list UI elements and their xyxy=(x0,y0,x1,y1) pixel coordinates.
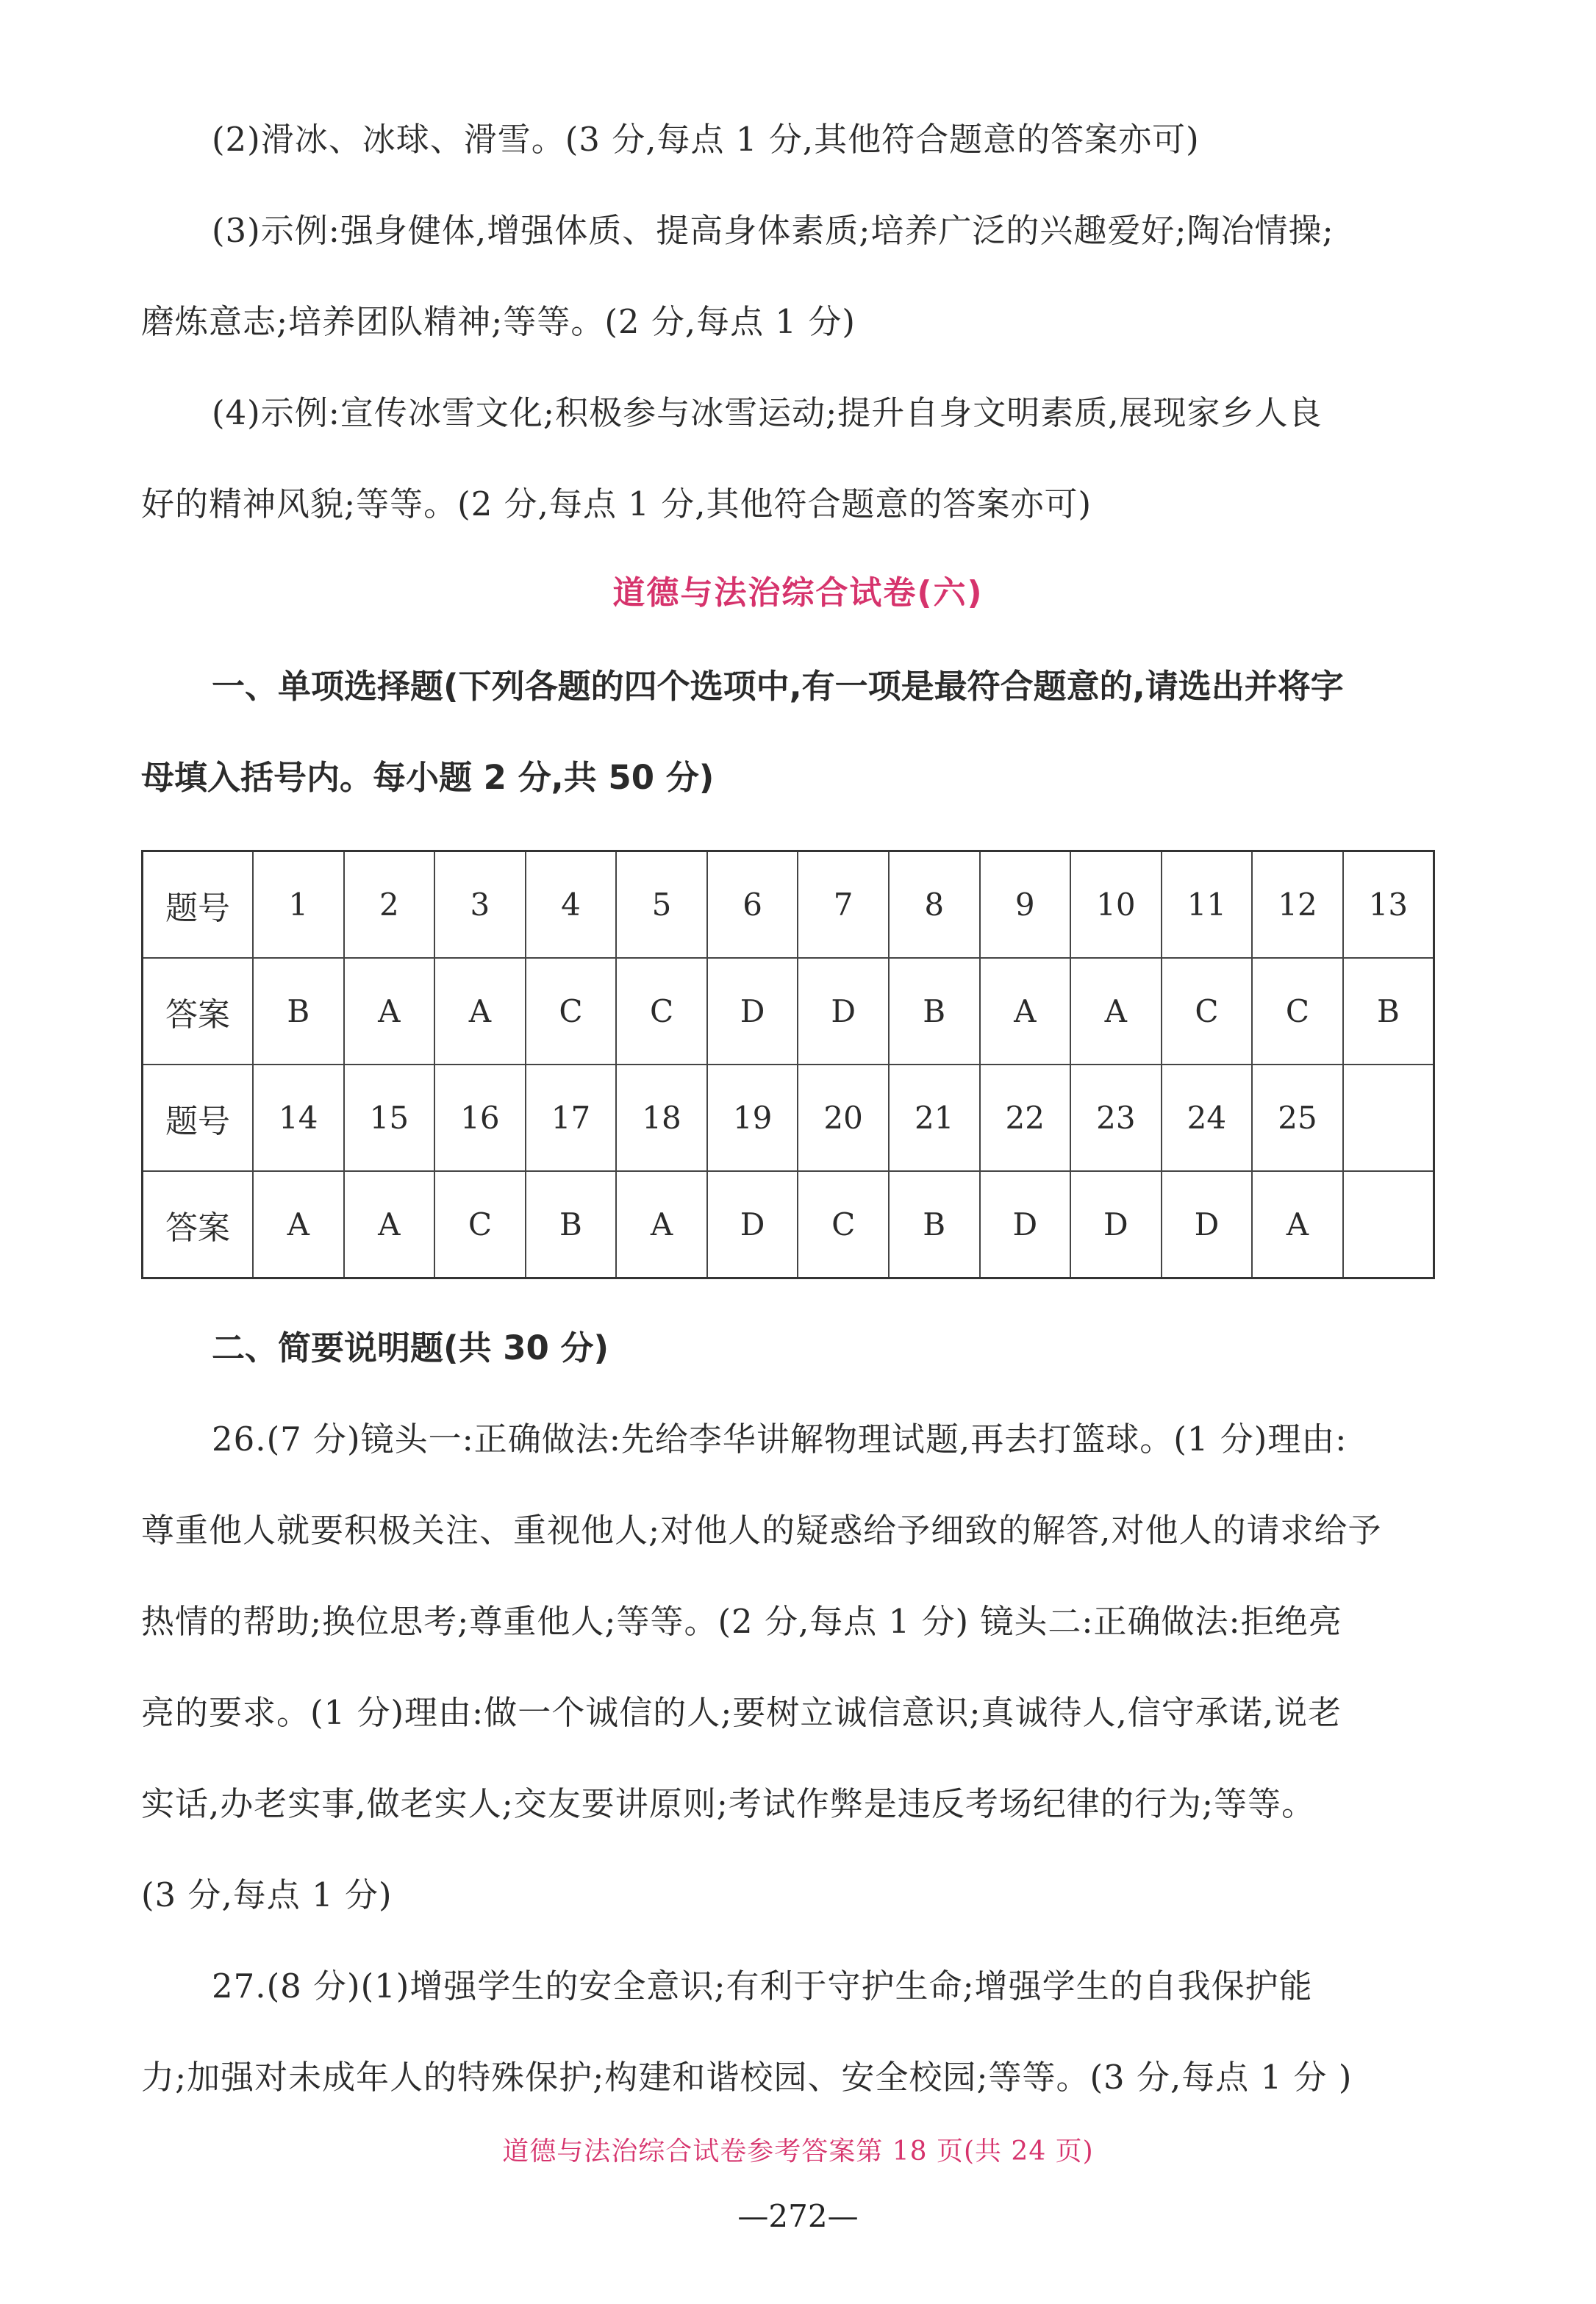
answer-cell: A xyxy=(253,1171,344,1278)
question-number-cell: 14 xyxy=(253,1065,344,1171)
row-label-number: 题号 xyxy=(143,1065,254,1171)
answer-cell: B xyxy=(889,958,980,1065)
q26-line: (3 分,每点 1 分) xyxy=(141,1875,393,1914)
answer-cell: A xyxy=(434,958,526,1065)
answer-cell: C xyxy=(1162,958,1253,1065)
question-number-cell: 20 xyxy=(798,1065,889,1171)
answer-q2 xyxy=(141,94,1435,185)
answer-cell: D xyxy=(707,958,798,1065)
q26-line: 实话,办老实事,做老实人;交友要讲原则;考试作弊是违反考场纪律的行为;等等。 xyxy=(141,1784,1316,1823)
question-number-cell: 22 xyxy=(980,1065,1071,1171)
answer-cell: A xyxy=(980,958,1071,1065)
q27-line-text: 27.(8 分)(1)增强学生的安全意识;有利于守护生命;增强学生的自我保护能 xyxy=(212,1967,1313,2006)
question-number-cell: 16 xyxy=(434,1065,526,1171)
answer-cell: D xyxy=(707,1171,798,1278)
question-number-cell: 6 xyxy=(707,851,798,959)
page-number: —272— xyxy=(737,2198,859,2234)
answer-cell: B xyxy=(253,958,344,1065)
answer-cell: C xyxy=(434,1171,526,1278)
answer-q4-text-1: (4)示例:宣传冰雪文化;积极参与冰雪运动;提升自身文明素质,展现家乡人良 xyxy=(212,393,1323,432)
question-number-cell: 10 xyxy=(1070,851,1162,959)
question-number-cell: 25 xyxy=(1252,1065,1343,1171)
question-number-cell: 8 xyxy=(889,851,980,959)
answer-cell: C xyxy=(1252,958,1343,1065)
page-footer: 道德与法治综合试卷参考答案第 18 页(共 24 页) xyxy=(502,2136,1094,2167)
question-number-cell: 9 xyxy=(980,851,1071,959)
answer-cell: D xyxy=(798,958,889,1065)
question-number-cell: 5 xyxy=(616,851,707,959)
answer-cell: D xyxy=(980,1171,1071,1278)
question-number-cell: 18 xyxy=(616,1065,707,1171)
answer-cell: A xyxy=(616,1171,707,1278)
answer-cell: C xyxy=(616,958,707,1065)
section1-heading-line1 xyxy=(141,641,1435,732)
section2-heading xyxy=(141,1303,1435,1394)
section1-heading-line2: 母填入括号内。每小题 2 分,共 50 分) xyxy=(141,758,715,797)
question-number-cell: 15 xyxy=(344,1065,435,1171)
question-number-cell: 7 xyxy=(798,851,889,959)
answer-row xyxy=(143,1171,1434,1278)
section1-heading-text: 一、单项选择题(下列各题的四个选项中,有一项是最符合题意的,请选出并将字 xyxy=(212,667,1344,706)
answer-row xyxy=(143,958,1434,1065)
question-number-cell: 24 xyxy=(1162,1065,1253,1171)
answer-q4-line1 xyxy=(141,368,1435,459)
answer-q3-text-1: (3)示例:强身健体,增强体质、提高身体素质;培养广泛的兴趣爱好;陶冶情操; xyxy=(212,211,1334,250)
q26-line-text: 26.(7 分)镜头一:正确做法:先给李华讲解物理试题,再去打篮球。(1 分)理由: xyxy=(212,1420,1348,1459)
answer-q3-line2: 磨炼意志;培养团队精神;等等。(2 分,每点 1 分) xyxy=(141,302,856,341)
question-number-cell: 23 xyxy=(1070,1065,1162,1171)
answer-cell: B xyxy=(526,1171,617,1278)
answer-cell: A xyxy=(344,1171,435,1278)
answer-cell: A xyxy=(1070,958,1162,1065)
question-number-cell: 21 xyxy=(889,1065,980,1171)
exam-title: 道德与法治综合试卷(六) xyxy=(612,574,984,612)
answer-cell: C xyxy=(798,1171,889,1278)
question-number-cell: 19 xyxy=(707,1065,798,1171)
answer-table xyxy=(141,850,1435,1279)
question-number-cell xyxy=(1343,1065,1434,1171)
answer-cell: A xyxy=(1252,1171,1343,1278)
answer-cell: D xyxy=(1162,1171,1253,1278)
q27-line xyxy=(141,1941,1435,2032)
question-number-cell: 4 xyxy=(526,851,617,959)
section2-heading-text: 二、简要说明题(共 30 分) xyxy=(212,1328,609,1367)
answer-q4-line2: 好的精神风貌;等等。(2 分,每点 1 分,其他符合题意的答案亦可) xyxy=(141,484,1092,523)
row-label-number: 题号 xyxy=(143,851,254,959)
question-number-cell: 13 xyxy=(1343,851,1434,959)
answer-cell: B xyxy=(889,1171,980,1278)
q26-line xyxy=(141,1394,1435,1485)
q26-line: 热情的帮助;换位思考;尊重他人;等等。(2 分,每点 1 分) 镜头二:正确做法:拒绝亮 xyxy=(141,1602,1342,1641)
answer-cell: B xyxy=(1343,958,1434,1065)
question-number-cell: 2 xyxy=(344,851,435,959)
answer-cell: C xyxy=(526,958,617,1065)
question-number-cell: 11 xyxy=(1162,851,1253,959)
q27-line: 力;加强对未成年人的特殊保护;构建和谐校园、安全校园;等等。(3 分,每点 1 分 ) xyxy=(141,2058,1353,2097)
answer-cell: D xyxy=(1070,1171,1162,1278)
question-number-row xyxy=(143,1065,1434,1171)
answer-cell xyxy=(1343,1171,1434,1278)
row-label-answer: 答案 xyxy=(143,1171,254,1278)
question-number-cell: 12 xyxy=(1252,851,1343,959)
q26-line: 亮的要求。(1 分)理由:做一个诚信的人;要树立诚信意识;真诚待人,信守承诺,说老 xyxy=(141,1693,1342,1732)
question-number-cell: 17 xyxy=(526,1065,617,1171)
answer-q3-line1 xyxy=(141,185,1435,276)
answer-q2-text: (2)滑冰、冰球、滑雪。(3 分,每点 1 分,其他符合题意的答案亦可) xyxy=(212,120,1200,159)
question-number-cell: 1 xyxy=(253,851,344,959)
answer-cell: A xyxy=(344,958,435,1065)
question-number-cell: 3 xyxy=(434,851,526,959)
question-number-row xyxy=(143,851,1434,959)
q26-line: 尊重他人就要积极关注、重视他人;对他人的疑惑给予细致的解答,对他人的请求给予 xyxy=(141,1511,1382,1550)
row-label-answer: 答案 xyxy=(143,958,254,1065)
